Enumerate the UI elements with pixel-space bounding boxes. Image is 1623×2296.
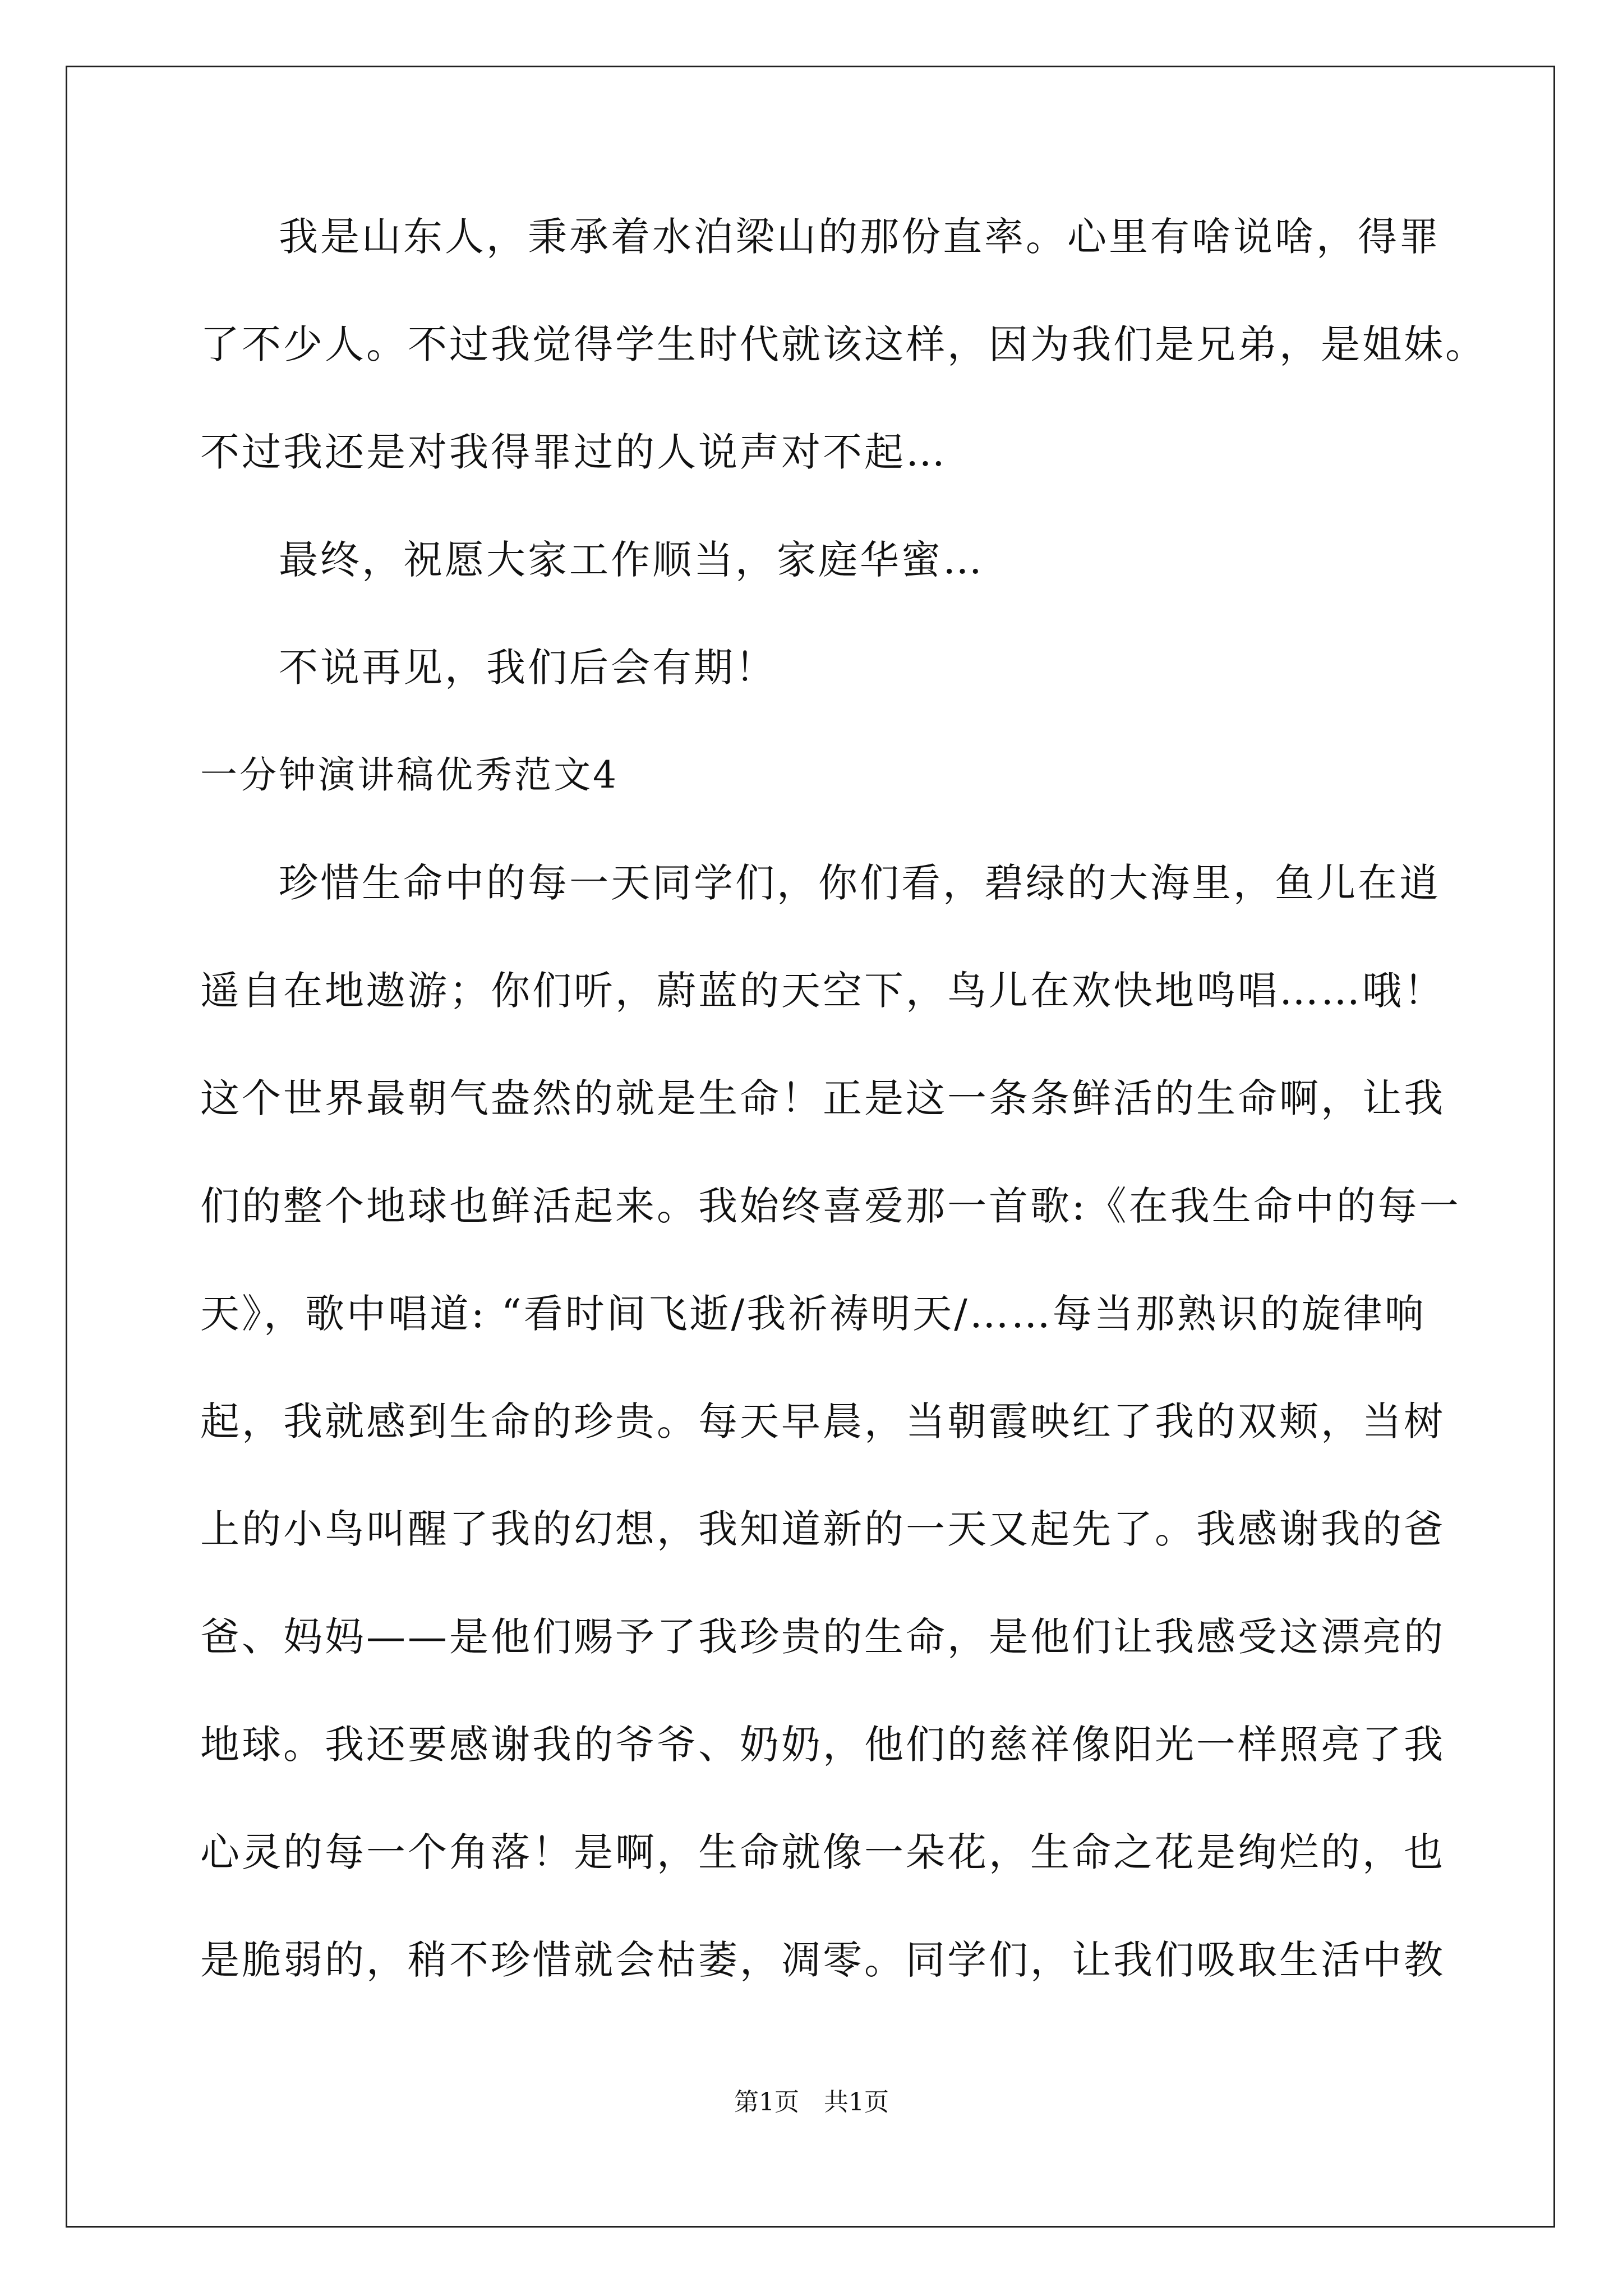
paragraph-line: 地球。我还要感谢我的爷爷、奶奶，他们的慈祥像阳光一样照亮了我	[200, 1722, 1445, 1768]
section-heading: 一分钟演讲稿优秀范文4	[200, 753, 619, 797]
paragraph-line: 心灵的每一个角落！是啊，生命就像一朵花，生命之花是绚烂的，也	[200, 1829, 1445, 1875]
paragraph-line: 们的整个地球也鲜活起来。我始终喜爱那一首歌:《在我生命中的每一	[200, 1183, 1461, 1229]
page-border	[66, 66, 1555, 2228]
page-footer: 第1页 共1页	[734, 2088, 889, 2116]
paragraph-line: 珍惜生命中的每一天同学们，你们看，碧绿的大海里，鱼儿在逍	[279, 860, 1441, 906]
paragraph-line: 上的小鸟叫醒了我的幻想，我知道新的一天又起先了。我感谢我的爸	[200, 1506, 1445, 1552]
paragraph-line: 是脆弱的，稍不珍惜就会枯萎，凋零。同学们，让我们吸取生活中教	[200, 1937, 1445, 1983]
paragraph-line: 这个世界最朝气盎然的就是生命！正是这一条条鲜活的生命啊，让我	[200, 1075, 1445, 1121]
paragraph-line: 爸、妈妈——是他们赐予了我珍贵的生命，是他们让我感受这漂亮的	[200, 1614, 1445, 1660]
paragraph-line: 我是山东人，秉承着水泊梁山的那份直率。心里有啥说啥，得罪	[279, 214, 1441, 260]
paragraph-line: 遥自在地遨游；你们听，蔚蓝的天空下，鸟儿在欢快地鸣唱……哦！	[200, 968, 1445, 1014]
paragraph-line: 不过我还是对我得罪过的人说声对不起…	[200, 429, 947, 475]
paragraph-line: 了不少人。不过我觉得学生时代就该这样，因为我们是兄弟，是姐妹。	[200, 321, 1487, 367]
paragraph-line: 最终，祝愿大家工作顺当，家庭华蜜…	[279, 537, 984, 583]
paragraph-line: 天》，歌中唱道: “看时间飞逝/我祈祷明天/……每当那熟识的旋律响	[200, 1291, 1426, 1337]
paragraph-line: 起，我就感到生命的珍贵。每天早晨，当朝霞映红了我的双颊，当树	[200, 1398, 1445, 1444]
paragraph-line: 不说再见，我们后会有期！	[279, 645, 777, 691]
